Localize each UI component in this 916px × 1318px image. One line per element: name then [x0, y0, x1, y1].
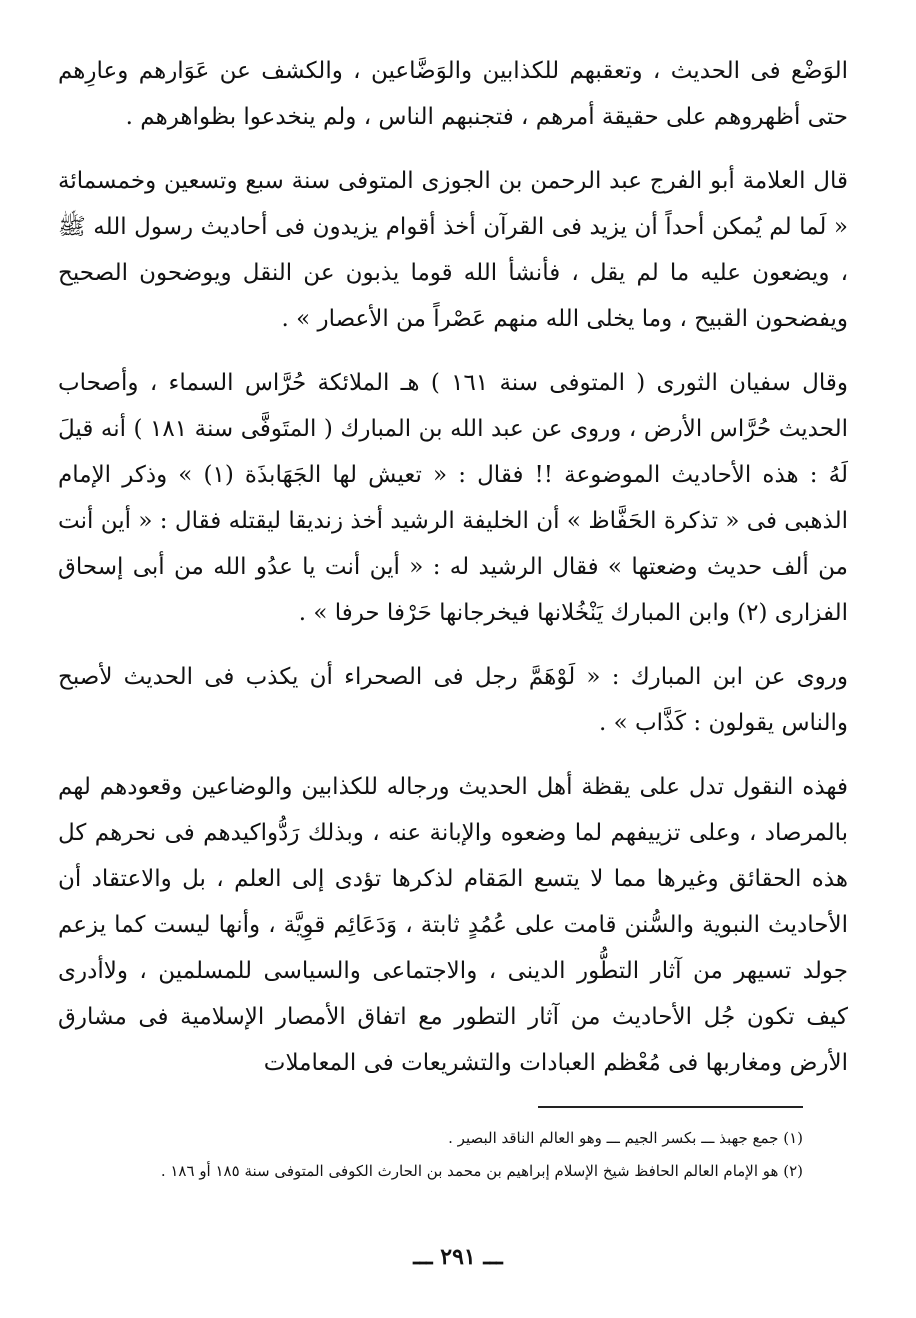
body-paragraph-4: وروى عن ابن المبارك : « لَوْهَمَّ رجل فى الصحراء أن يكذب فى الحديث لأصبح والناس يقولون : كَذَّاب » . [58, 664, 848, 736]
footnote-1: (١) جمع جهبذ ـــ بكسر الجيم ـــ وهو العالم الناقد البصير . [448, 1129, 803, 1147]
body-paragraph-2: قال العلامة أبو الفرج عبد الرحمن بن الجوزى المتوفى سنة سبع وتسعين وخمسمائة « لَما لم يُمكن أحداً أن يزيد فى القرآن أخذ أقوام يزيدون فى أحاديث رسول الله ﷺ ، ويضعون عليه ما لم يقل ، فأنشأ الله قوما يذبون عن النقل ويوضحون الصحيح ويفضحون القبيح ، وما يخلى الله منهم عَصْراً من الأعصار » . [58, 168, 848, 332]
page-number: ـــ ٢٩١ ـــ [413, 1244, 503, 1270]
page-body [58, 48, 848, 1086]
body-paragraph-3: وقال سفيان الثورى ( المتوفى سنة ١٦١ ) هـ الملائكة حُرَّاس السماء ، وأصحاب الحديث حُرَّاس الأرض ، وروى عن عبد الله بن المبارك ( المتَوفَّى سنة ١٨١ ) أنه قيلَ لَهُ : هذه الأحاديث الموضوعة !! فقال : « تعيش لها الجَهَابذَة (١) » وذكر الإمام الذهبى فى « تذكرة الحَفَّاظ » أن الخليفة الرشيد أخذ زنديقا ليقتله فقال : « أين أنت من ألف حديث وضعتها » فقال الرشيد له : « أين أنت يا عدُو الله من أبى إسحاق الفزارى (٢) وابن المبارك يَنْخُلانها فيخرجانها حَرْفا حرفا » . [58, 370, 848, 626]
body-paragraph-1: الوَضْع فى الحديث ، وتعقبهم للكذابين والوَضَّاعين ، والكشف عن عَوَارهم وعارِهم حتى أظهروهم على حقيقة أمرهم ، فتجنبهم الناس ، ولم ينخدعوا بظواهرهم . [58, 58, 848, 130]
footnotes-divider [538, 1106, 803, 1108]
body-paragraph-5: فهذه النقول تدل على يقظة أهل الحديث ورجاله للكذابين والوضاعين وقعودهم لهم بالمرصاد ، وعلى تزييفهم لما وضعوه والإبانة عنه ، وبذلك رَدُّواكيدهم فى نحرهم كل هذه الحقائق وغيرها مما لا يتسع المَقام لذكرها تؤدى إلى العلم ، بل والاعتقاد أن الأحاديث النبوية والسُّنن قامت على عُمُدٍ ثابتة ، وَدَعَائِم قوِيَّة ، وأنها ليست كما يزعم جولد تسيهر من آثار التطُّور الدينى ، والاجتماعى والسياسى للمسلمين ، ولاأدرى كيف تكون جُل الأحاديث من آثار التطور مع اتفاق الأمصار الإسلامية فى مشارق الأرض ومغاربها فى مُعْظم العبادات والتشريعات فى المعاملات [58, 774, 848, 1076]
footnote-2: (٢) هو الإمام العالم الحافظ شيخ الإسلام إبراهيم بن محمد بن الحارث الكوفى المتوفى سنة ١٨٥ أو ١٨٦ . [160, 1162, 803, 1180]
footnotes [58, 1122, 803, 1188]
